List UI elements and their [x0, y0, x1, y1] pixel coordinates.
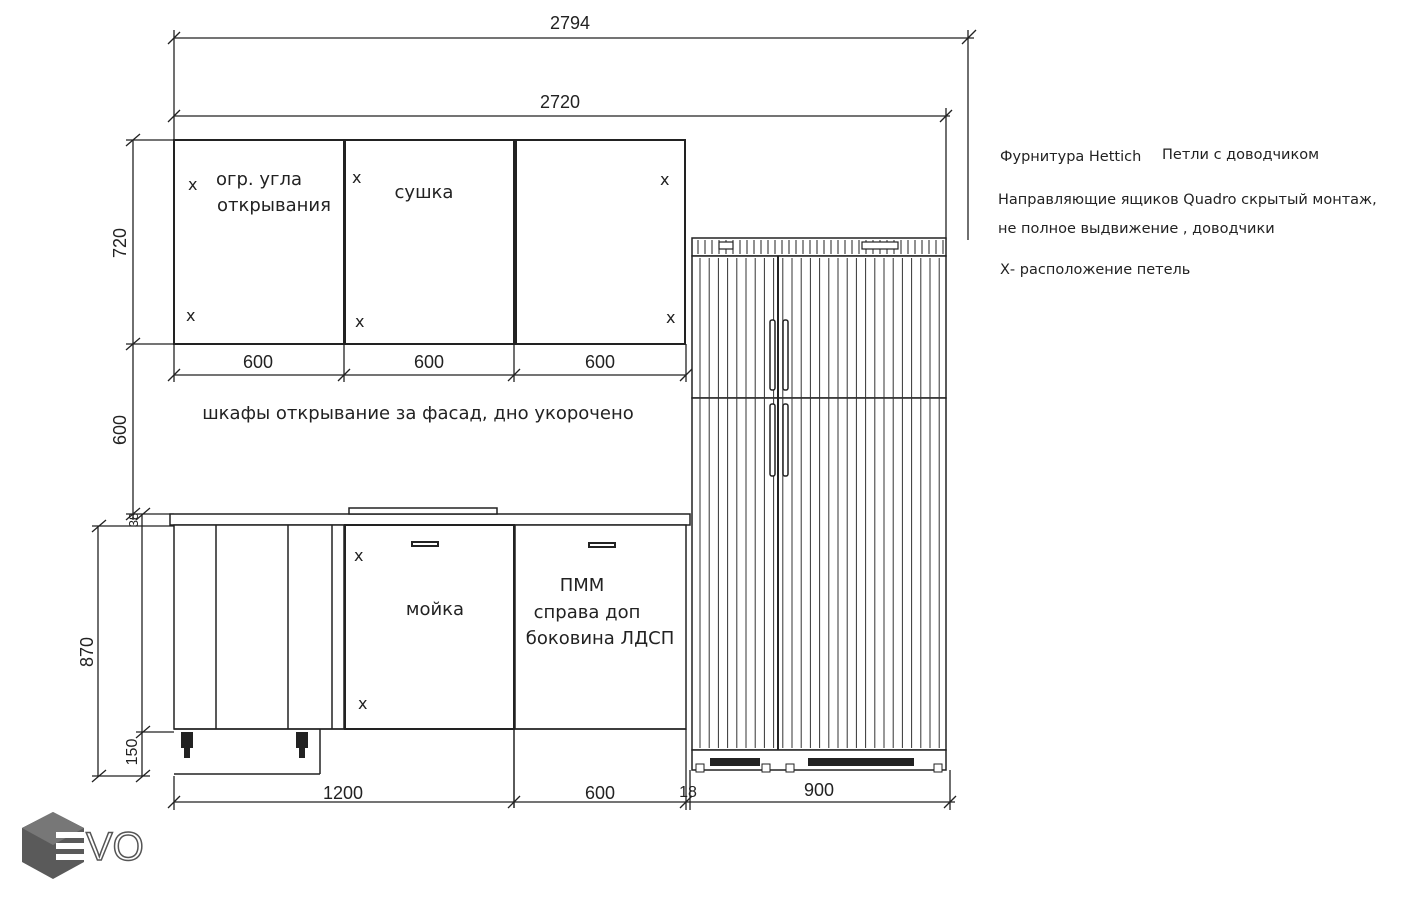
hexagon-logo-icon	[22, 812, 96, 879]
label-dishwasher-2: справа доп	[533, 602, 641, 623]
label-angle-limit-1: огр. угла	[216, 169, 302, 190]
fridge	[692, 238, 946, 772]
note-cabinets-opening: шкафы открывание за фасад, дно укорочено	[202, 403, 634, 424]
base-cabinets	[174, 525, 686, 808]
hinge-mark: x	[660, 170, 670, 189]
dim-600-gap: 600	[110, 414, 130, 446]
dim-900: 900	[803, 780, 835, 800]
note-hinge-legend: Х- расположение петель	[1000, 262, 1191, 278]
hinge-mark: x	[186, 306, 196, 325]
dim-150: 150	[124, 738, 141, 766]
dim-720: 720	[110, 227, 130, 259]
dim-1200: 1200	[322, 783, 364, 803]
dim-870: 870	[77, 636, 97, 668]
dim-38: 38	[126, 512, 141, 528]
hinge-mark: x	[666, 308, 676, 327]
note-drawers-1: Направляющие ящиков Quadro скрытый монтаж,	[998, 192, 1377, 208]
dim-upper-2: 600	[413, 352, 445, 372]
hinge-mark: x	[354, 546, 364, 565]
note-hinges: Петли с доводчиком	[1162, 147, 1320, 163]
note-drawers-2: не полное выдвижение , доводчики	[998, 221, 1275, 237]
dimension-vertical-upper	[126, 134, 174, 520]
hinge-mark: x	[358, 694, 368, 713]
logo-text: VO	[86, 825, 144, 869]
label-drying: сушка	[394, 182, 454, 203]
label-dishwasher-1: ПММ	[559, 575, 605, 596]
dim-18: 18	[679, 784, 697, 801]
dim-upper-3: 600	[584, 352, 616, 372]
dim-upper-1: 600	[242, 352, 274, 372]
hinge-mark: x	[355, 312, 365, 331]
dim-2720: 2720	[539, 92, 581, 112]
countertop	[170, 508, 690, 525]
label-sink: мойка	[405, 599, 465, 620]
dim-2794: 2794	[549, 13, 591, 33]
cabinet-legs	[181, 732, 308, 758]
hinge-mark: x	[352, 168, 362, 187]
label-dishwasher-3: боковина ЛДСП	[525, 628, 675, 649]
note-hardware: Фурнитура Hettich	[1000, 149, 1142, 165]
label-angle-limit-2: открывания	[217, 195, 331, 216]
hinge-mark: x	[188, 175, 198, 194]
dim-600-base: 600	[584, 783, 616, 803]
